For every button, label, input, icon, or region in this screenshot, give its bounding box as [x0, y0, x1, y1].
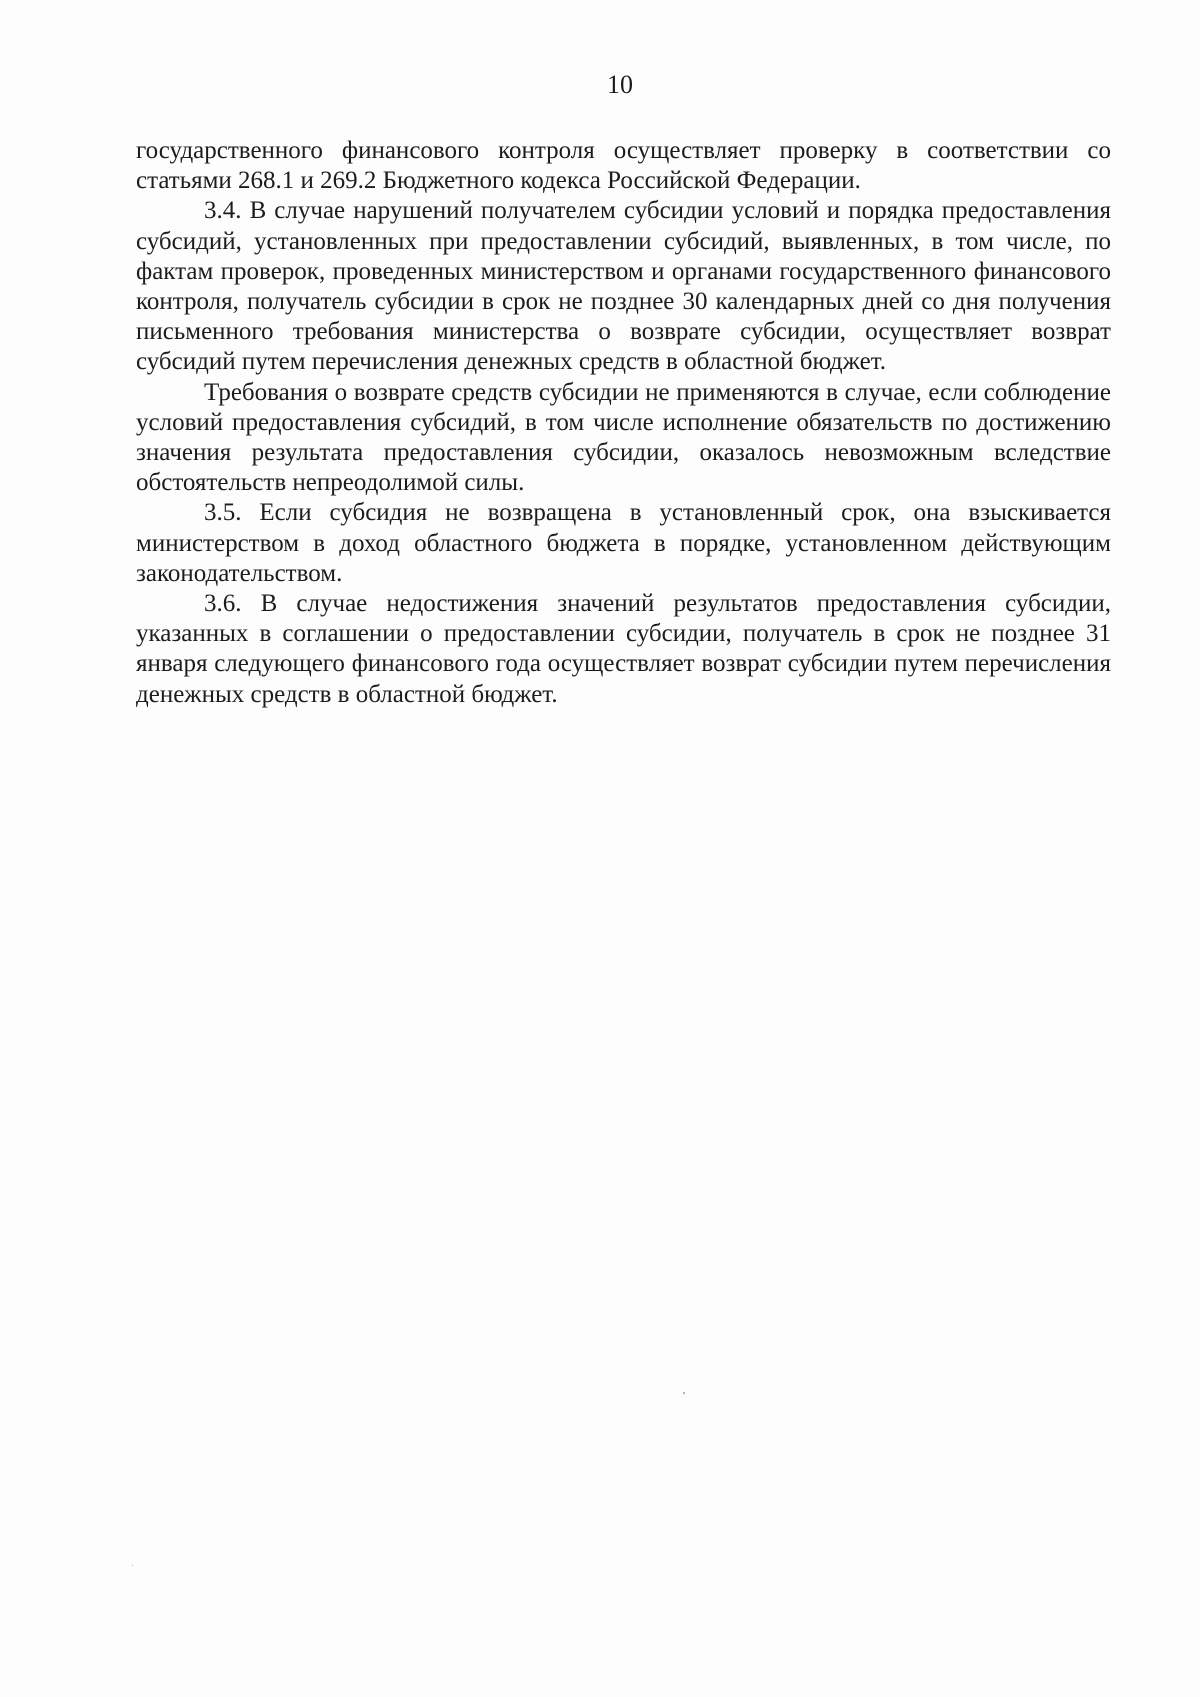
scan-speck — [683, 1392, 685, 1394]
paragraph-3-6: 3.6. В случае недостижения значений результатов предоставления субсидии, указанных в соглашении о предоставлении субсидии, получатель в срок не позднее 31 января следующего финансового года осуществляет возврат субсидии путем перечисления денежных средств в областной бюджет. — [136, 590, 1111, 708]
paragraph-continuation: государственного финансового контроля осуществляет проверку в соответствии со статьями 268.1 и 269.2 Бюджетного кодекса Российской Федерации. — [136, 137, 1111, 195]
scan-speck — [132, 1565, 133, 1566]
page-number: 10 — [607, 70, 633, 99]
document-body — [136, 136, 1111, 710]
paragraph-3-4: 3.4. В случае нарушений получателем субсидии условий и порядка предоставления субсидий, установленных при предоставлении субсидий, выявленных, в том числе, по фактам проверок, проведенных министерством и органами государственного финансового контроля, получатель субсидии в срок не позднее 30 календарных дней со дня получения письменного требования министерства о возврате субсидии, осуществляет возврат субсидий путем перечисления денежных средств в областной бюджет. — [136, 197, 1111, 376]
paragraph-refund-exception: Требования о возврате средств субсидии не применяются в случае, если соблюдение условий предоставления субсидий, в том числе исполнение обязательств по достижению значения результата предоставления субсидии, оказалось невозможным вследствие обстоятельств непреодолимой силы. — [136, 378, 1111, 497]
paragraph-3-5: 3.5. Если субсидия не возвращена в установленный срок, она взыскивается министерством в доход областного бюджета в порядке, установленном действующим законодательством. — [136, 499, 1111, 587]
